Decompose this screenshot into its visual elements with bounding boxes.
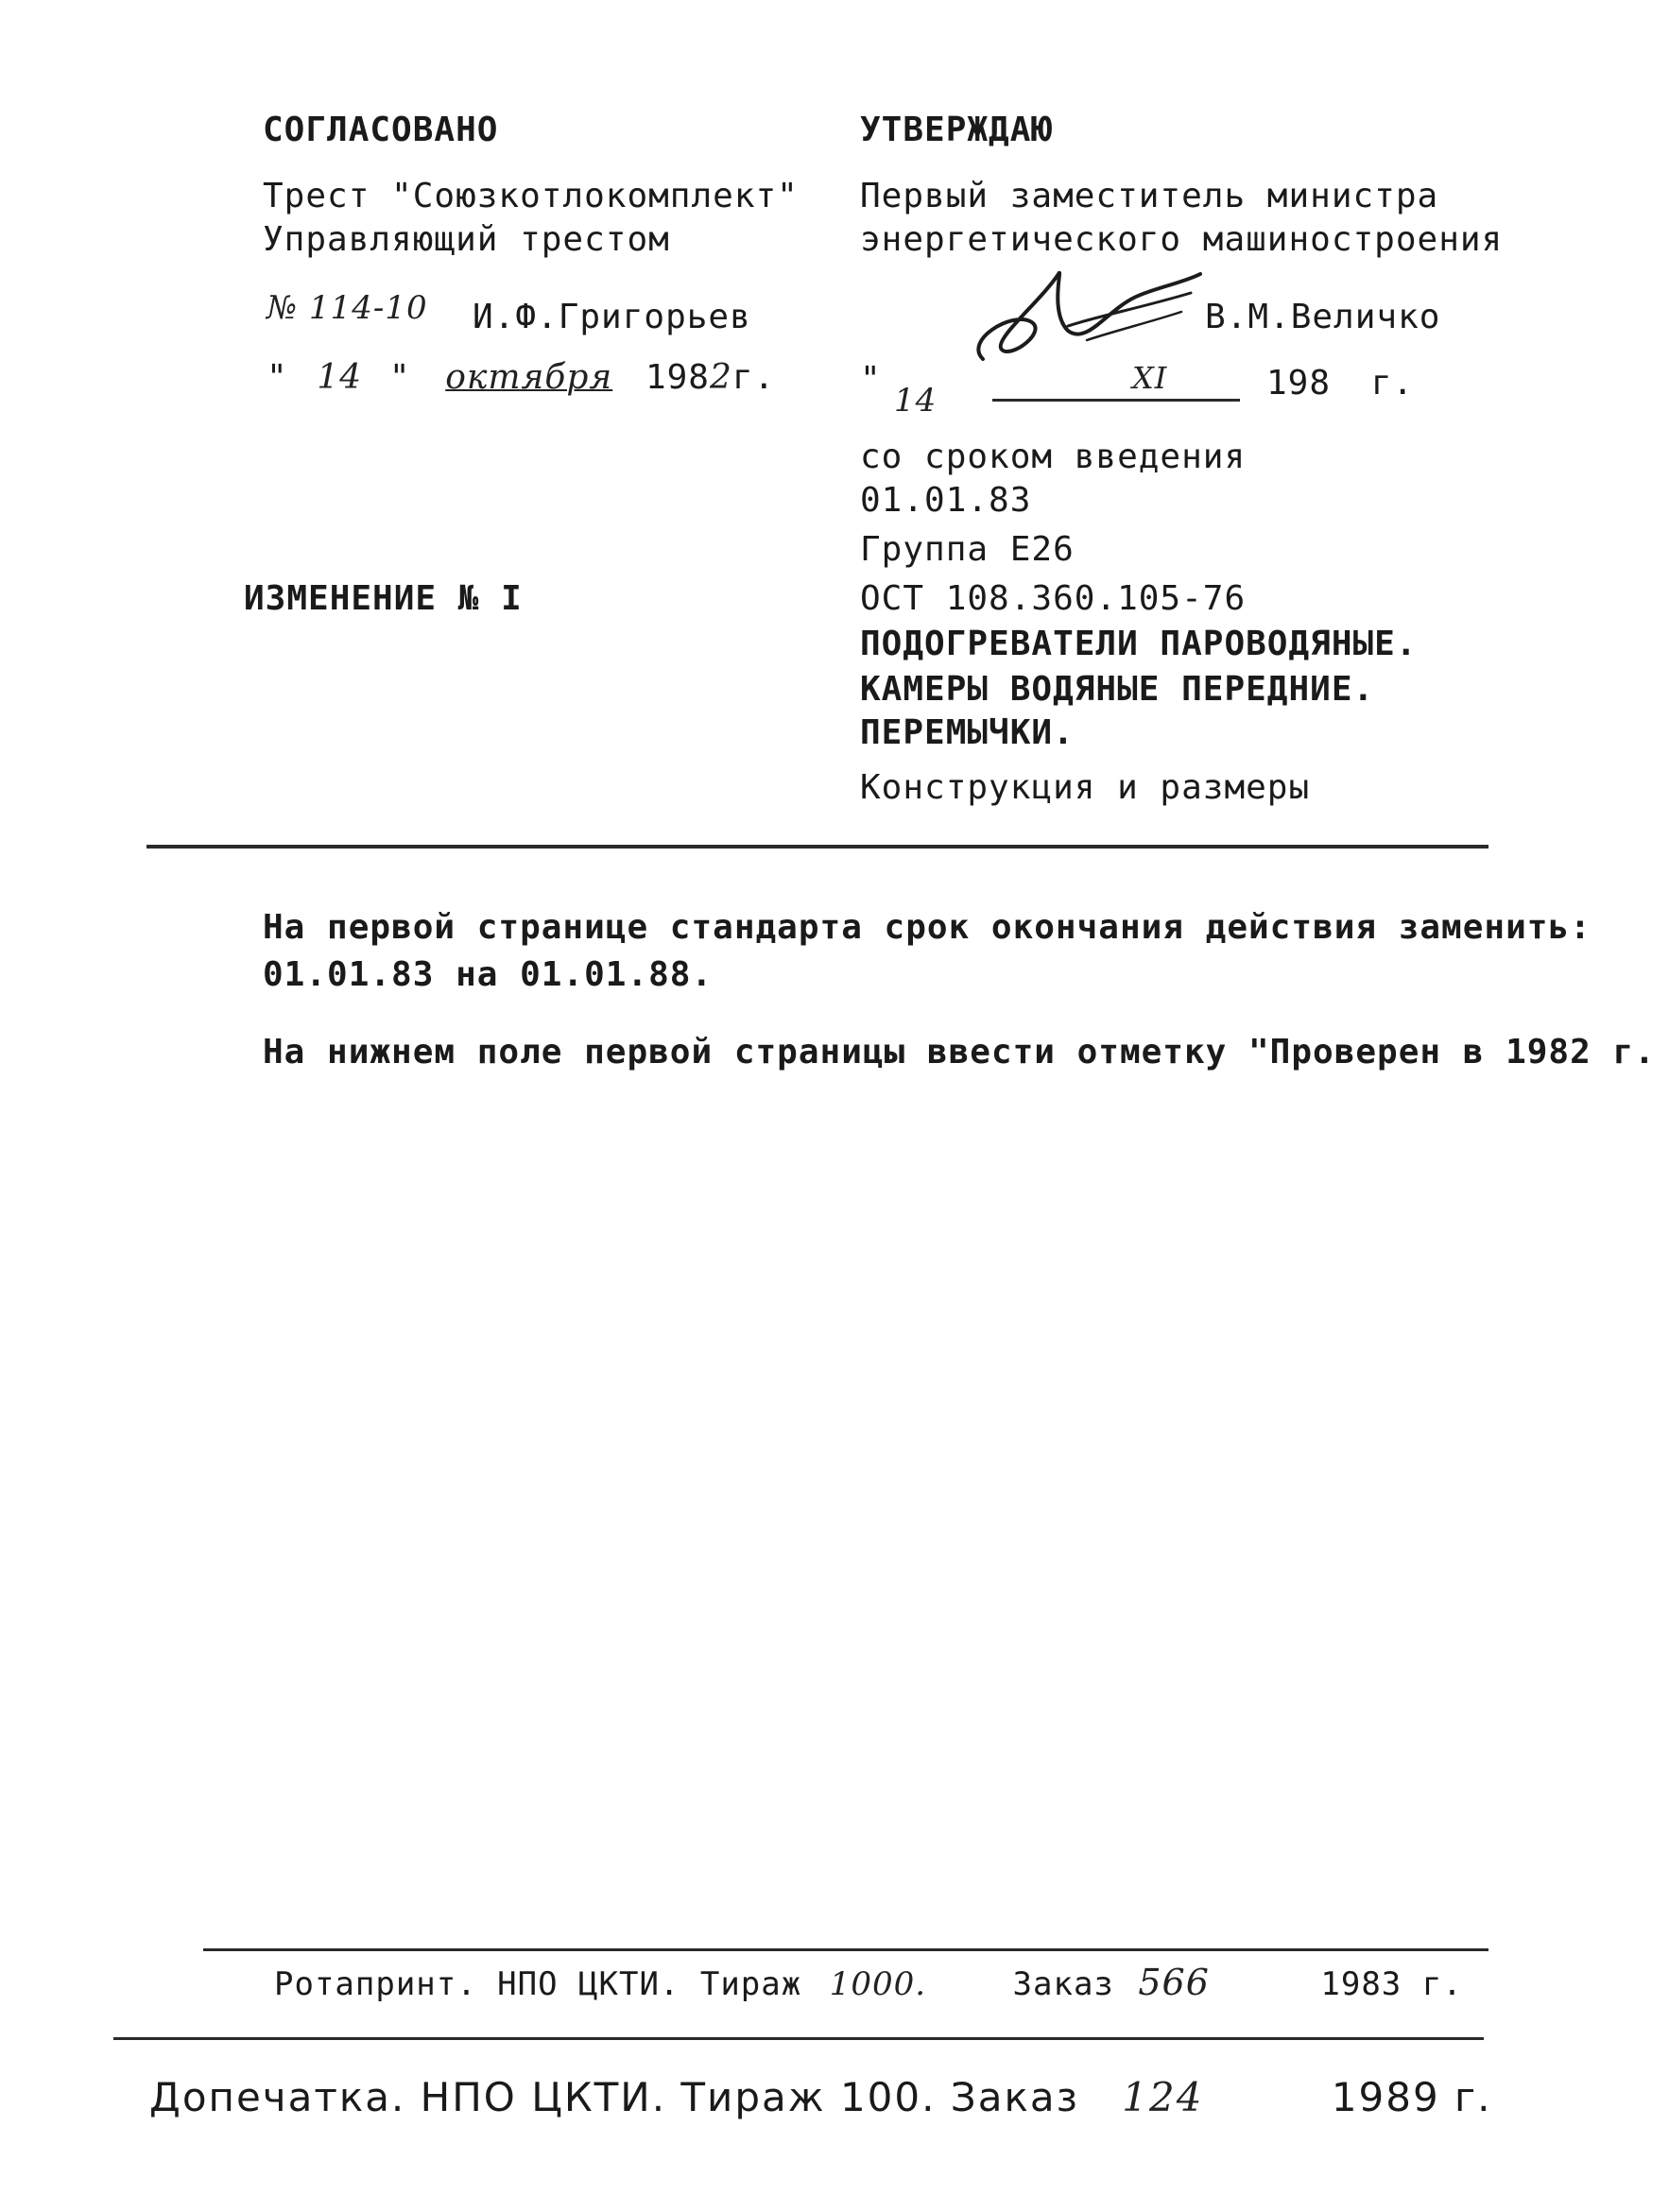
intro-date: 01.01.83 bbox=[860, 481, 1032, 520]
left-date-year-hand: 2 bbox=[709, 358, 732, 397]
left-heading: СОГЛАСОВАНО bbox=[263, 111, 499, 149]
right-date-day: 14 bbox=[894, 382, 938, 420]
reprint-year: 1989 г. bbox=[1331, 2074, 1492, 2120]
subject-line3: ПЕРЕМЫЧКИ. bbox=[860, 713, 1075, 752]
signature-mark bbox=[955, 255, 1219, 387]
footer-print-line bbox=[274, 1962, 1463, 2005]
right-title-line2: энергетического машиностроения bbox=[860, 220, 1504, 259]
date-underline bbox=[992, 399, 1240, 402]
left-date-year-prefix: 198 bbox=[645, 358, 710, 397]
reprint-text: Допечатка. НПО ЦКТИ. Тираж 100. Заказ bbox=[149, 2074, 1079, 2120]
left-org-line2: Управляющий трестом bbox=[263, 220, 670, 259]
footer-top-rule bbox=[203, 1948, 1488, 1951]
right-date-quote: " bbox=[860, 360, 882, 399]
subject-line2: КАМЕРЫ ВОДЯНЫЕ ПЕРЕДНИЕ. bbox=[860, 670, 1375, 709]
right-signer: В.М.Величко bbox=[1205, 298, 1441, 336]
handwritten-number: № 114-10 bbox=[267, 289, 428, 327]
footer-bottom-rule bbox=[113, 2037, 1484, 2040]
standard-code: ОСТ 108.360.105-76 bbox=[860, 579, 1247, 618]
left-date-month: октября bbox=[445, 358, 613, 397]
left-org-line1: Трест "Союзкотлокомплект" bbox=[263, 177, 799, 215]
right-title-line1: Первый заместитель министра bbox=[860, 177, 1439, 215]
left-date-year-suffix: г. bbox=[731, 358, 776, 397]
left-date bbox=[267, 357, 775, 399]
body-para1-line2: 01.01.83 на 01.01.88. bbox=[263, 955, 714, 994]
footer-order-label: Заказ bbox=[1012, 1965, 1114, 2003]
change-label: ИЗМЕНЕНИЕ № I bbox=[244, 579, 523, 618]
right-heading: УТВЕРЖДАЮ bbox=[860, 111, 1054, 149]
reprint-line bbox=[149, 2074, 1492, 2120]
body-para2: На нижнем поле первой страницы ввести отметку "Проверен в 1982 г. bbox=[263, 1033, 1656, 1072]
footer-print-year: 1983 г. bbox=[1320, 1965, 1463, 2003]
footer-print-text: Ротапринт. НПО ЦКТИ. Тираж bbox=[274, 1965, 802, 2003]
reprint-order: 124 bbox=[1122, 2074, 1204, 2120]
intro-line: со сроком введения bbox=[860, 437, 1247, 476]
right-date-month: XI bbox=[1132, 360, 1168, 396]
body-para1-line1: На первой странице стандарта срок окончания действия заменить: bbox=[263, 908, 1592, 947]
right-date-year-suffix: г. bbox=[1370, 364, 1415, 403]
right-date-year bbox=[1266, 363, 1414, 404]
group-label: Группа Е26 bbox=[860, 530, 1075, 569]
subject-line4: Конструкция и размеры bbox=[860, 768, 1311, 807]
footer-order-no: 566 bbox=[1138, 1962, 1210, 2003]
footer-print-run: 1000. bbox=[829, 1965, 927, 2003]
left-signer: И.Ф.Григорьев bbox=[473, 298, 751, 336]
left-date-day: 14 bbox=[317, 358, 363, 397]
left-date-quote-open: " bbox=[267, 358, 288, 397]
subject-line1: ПОДОГРЕВАТЕЛИ ПАРОВОДЯНЫЕ. bbox=[860, 625, 1418, 663]
header-divider bbox=[146, 845, 1488, 849]
right-date-year-prefix: 198 bbox=[1266, 364, 1332, 403]
left-date-quote-close: " bbox=[388, 358, 411, 397]
